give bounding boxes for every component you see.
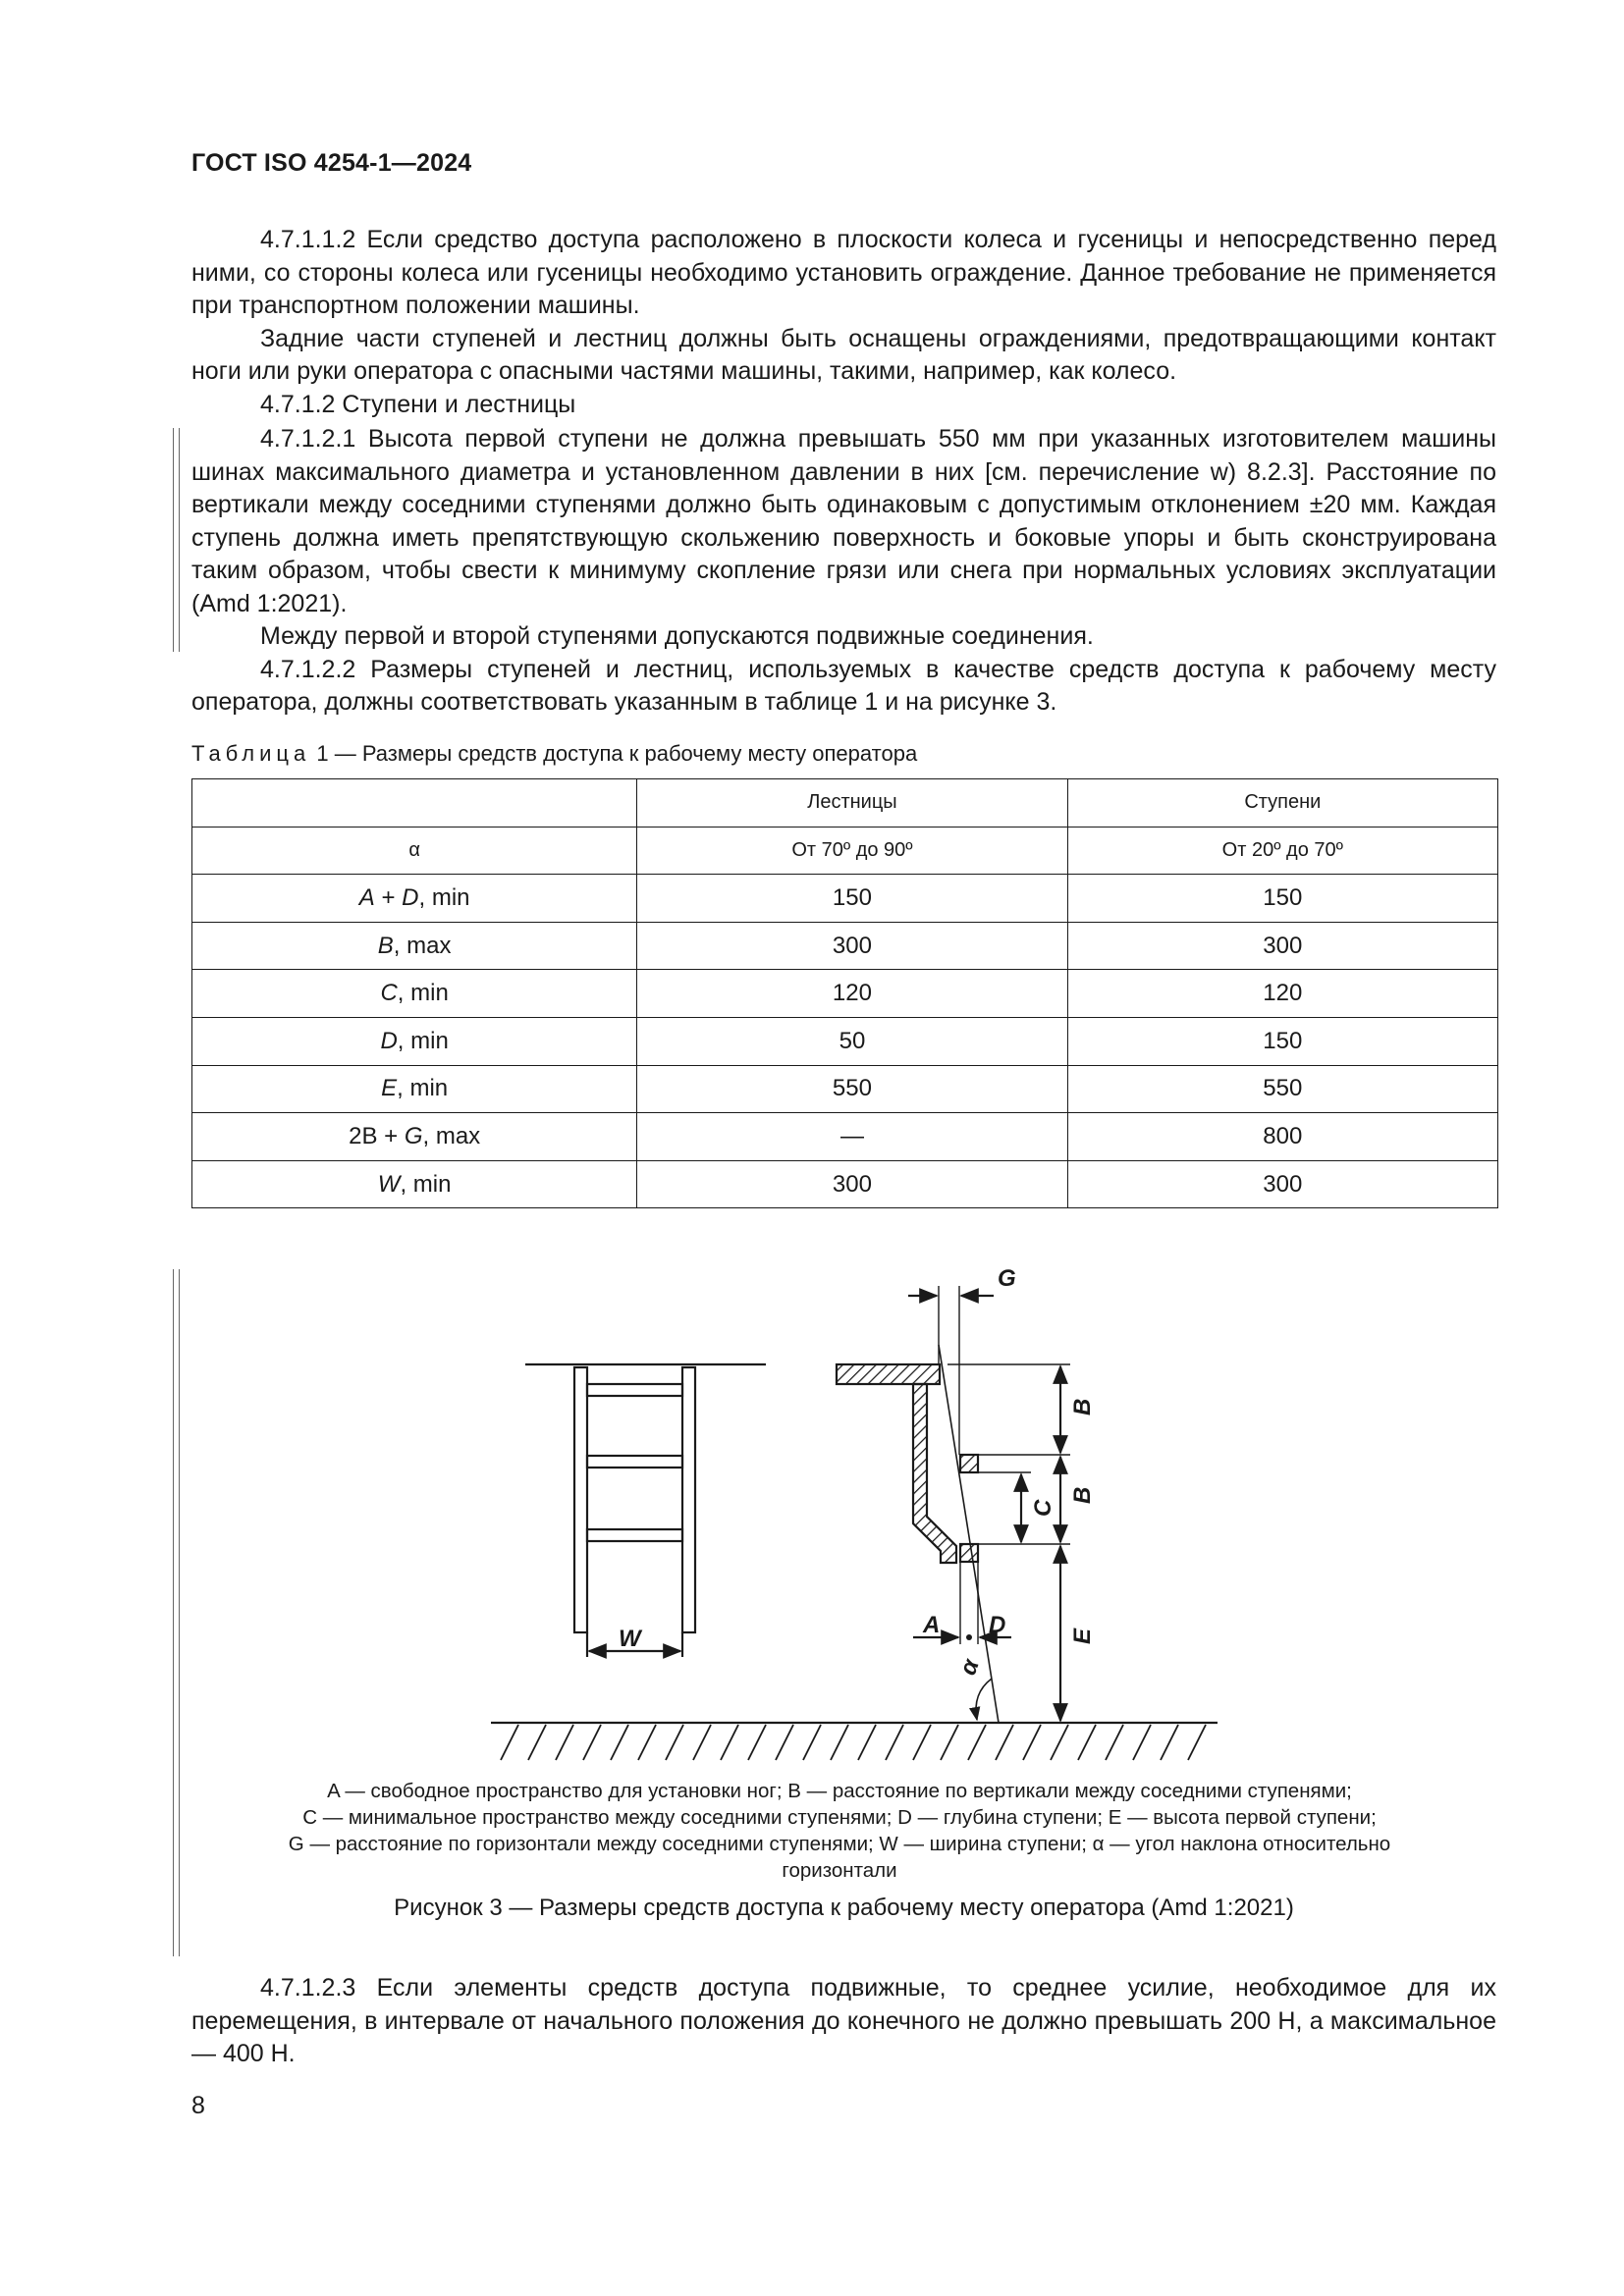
table-header-cell: Ступени bbox=[1067, 779, 1497, 828]
table-row bbox=[192, 970, 1498, 1018]
change-bar bbox=[173, 1269, 180, 1956]
paragraph: 4.7.1.2.1 Высота первой ступени не должна превышать 550 мм при указанных изготовителем машины шинах максимального диаметра и установленном давлении в них [см. перечисление w) 8.2.3]. Расстояние по вертикали между соседними ступенями должно быть одинаковым с допустимым отклонением ±20 мм. Каждая ступень должна иметь препятствующую скольжению поверхность и боковые упоры и быть сконструирована таким образом, чтобы свести к минимуму скопление грязи или снега при нормальных условиях эксплуатации (Amd 1:2021). bbox=[191, 425, 1496, 617]
label-c: C bbox=[1030, 1499, 1056, 1517]
table-cell-param: W, min bbox=[192, 1160, 637, 1208]
table-cell: 150 bbox=[1067, 1017, 1497, 1065]
ladder-rung bbox=[587, 1529, 682, 1541]
legend-line: A — свободное пространство для установки ног; B — расстояние по вертикали между соседними ступенями; bbox=[327, 1780, 1352, 1802]
table-cell: 150 bbox=[637, 875, 1067, 923]
ground-hatching bbox=[501, 1725, 1206, 1760]
text-block-bottom bbox=[191, 1972, 1496, 2071]
label-w: W bbox=[619, 1626, 641, 1652]
table-cell: 300 bbox=[637, 922, 1067, 970]
table-cell-param: A + D, min bbox=[192, 875, 637, 923]
change-bar bbox=[173, 428, 180, 652]
dimensions-table bbox=[191, 778, 1498, 1208]
table-caption bbox=[191, 741, 917, 767]
text-block-top bbox=[191, 224, 1496, 421]
table-cell: 300 bbox=[637, 1160, 1067, 1208]
figure-legend bbox=[250, 1778, 1429, 1884]
table-cell-param: C, min bbox=[192, 970, 637, 1018]
table-row bbox=[192, 875, 1498, 923]
table-cell: 300 bbox=[1067, 1160, 1497, 1208]
table-alpha-row bbox=[192, 827, 1498, 875]
table-cell-param: 2B + G, max bbox=[192, 1113, 637, 1161]
ladder-right-rail bbox=[682, 1367, 695, 1632]
table-cell: 50 bbox=[637, 1017, 1067, 1065]
table-cell: 300 bbox=[1067, 922, 1497, 970]
paragraph: 4.7.1.2.3 Если элементы средств доступа подвижные, то среднее усилие, необходимое для их перемещения, в интервале от начального положения до конечного не должно превышать 200 Н, а максимальное — 400 Н. bbox=[191, 1974, 1496, 2067]
table-cell: 120 bbox=[637, 970, 1067, 1018]
table-cell: — bbox=[637, 1113, 1067, 1161]
table-cell: 150 bbox=[1067, 875, 1497, 923]
table-cell: 800 bbox=[1067, 1113, 1497, 1161]
table-header-cell bbox=[192, 779, 637, 828]
table-header-row bbox=[192, 779, 1498, 828]
table-row bbox=[192, 1160, 1498, 1208]
platform-section bbox=[837, 1364, 940, 1384]
table-cell: От 70º до 90º bbox=[637, 827, 1067, 875]
legend-line: C — минимальное пространство между соседними ступенями; D — глубина ступени; E — высота первой ступени; bbox=[302, 1806, 1377, 1829]
table-cell: 120 bbox=[1067, 970, 1497, 1018]
label-alpha: α bbox=[954, 1655, 985, 1680]
table-cell: α bbox=[192, 827, 637, 875]
label-g: G bbox=[998, 1265, 1016, 1292]
step-section bbox=[960, 1544, 978, 1562]
table-cell-param: E, min bbox=[192, 1065, 637, 1113]
table-cell: 550 bbox=[1067, 1065, 1497, 1113]
text-block-mid bbox=[191, 423, 1496, 720]
table-cell-param: B, max bbox=[192, 922, 637, 970]
ladder-rung bbox=[587, 1456, 682, 1468]
table-row bbox=[192, 1017, 1498, 1065]
table-row bbox=[192, 1065, 1498, 1113]
label-b1: B bbox=[1069, 1398, 1096, 1415]
paragraph: Задние части ступеней и лестниц должны быть оснащены ограждениями, предотвращающими контакт ноги или руки оператора с опасными частями машины, такими, например, как колесо. bbox=[191, 324, 1496, 385]
step-section bbox=[960, 1455, 978, 1472]
figure-3-drawing bbox=[471, 1247, 1237, 1767]
table-caption-text: 1 — Размеры средств доступа к рабочему месту оператора bbox=[310, 741, 918, 766]
page-number: 8 bbox=[191, 2092, 205, 2119]
section-heading: 4.7.1.2 Ступени и лестницы bbox=[260, 390, 576, 418]
label-d: D bbox=[989, 1612, 1006, 1638]
table-row bbox=[192, 922, 1498, 970]
table-row bbox=[192, 1113, 1498, 1161]
table-cell: От 20º до 70º bbox=[1067, 827, 1497, 875]
paragraph: Между первой и второй ступенями допускаются подвижные соединения. bbox=[260, 622, 1094, 650]
label-a: A bbox=[923, 1612, 941, 1638]
table-header-cell: Лестницы bbox=[637, 779, 1067, 828]
paragraph: 4.7.1.2.2 Размеры ступеней и лестниц, используемых в качестве средств доступа к рабочему месту оператора, должны соответствовать указанным в таблице 1 и на рисунке 3. bbox=[191, 655, 1496, 716]
ladder-left-rail bbox=[574, 1367, 587, 1632]
legend-line: G — расстояние по горизонтали между соседними ступенями; W — ширина ступени; α — угол наклона относительно bbox=[288, 1833, 1391, 1855]
table-cell: 550 bbox=[637, 1065, 1067, 1113]
ladder-rung bbox=[587, 1384, 682, 1396]
table-caption-word: Таблица bbox=[191, 741, 311, 766]
label-b2: B bbox=[1069, 1486, 1096, 1504]
label-e: E bbox=[1069, 1628, 1096, 1644]
figure-caption: Рисунок 3 — Размеры средств доступа к рабочему месту оператора (Amd 1:2021) bbox=[394, 1895, 1294, 1921]
table-cell-param: D, min bbox=[192, 1017, 637, 1065]
alpha-arc bbox=[976, 1679, 992, 1720]
document-header: ГОСТ ISO 4254-1—2024 bbox=[191, 149, 472, 177]
paragraph: 4.7.1.1.2 Если средство доступа расположено в плоскости колеса и гусеницы и непосредственно перед ними, со стороны колеса или гусеницы необходимо установить ограждение. Данное требование не применяется при транспортном положении машины. bbox=[191, 226, 1496, 319]
legend-line: горизонтали bbox=[782, 1859, 897, 1882]
